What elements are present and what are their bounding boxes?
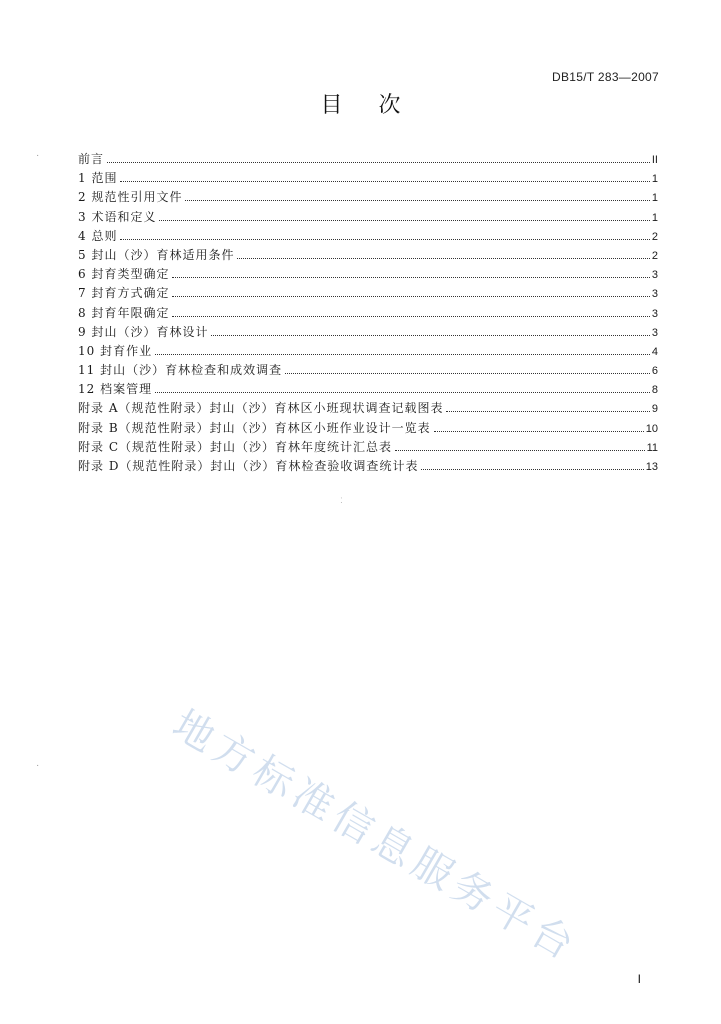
standard-code: DB15/T 283—2007 <box>551 70 659 84</box>
toc-leader <box>172 316 649 317</box>
toc-entry-2[interactable] <box>78 188 658 207</box>
toc-leader <box>395 450 645 451</box>
toc-entry-label: 2 规范性引用文件 <box>78 190 183 205</box>
toc-entry-appendix-d[interactable] <box>78 457 658 476</box>
toc-entry-page: 3 <box>651 307 658 320</box>
toc-leader <box>446 411 649 412</box>
toc-entry-page: 1 <box>651 211 658 224</box>
watermark: 地方标准信息服务平台 <box>164 701 587 972</box>
toc-entry-label: 9 封山（沙）育林设计 <box>78 324 209 339</box>
toc-leader <box>107 162 650 163</box>
toc-entry-12[interactable] <box>78 380 658 399</box>
toc-leader <box>421 469 643 470</box>
toc-entry-6[interactable] <box>78 265 658 284</box>
toc-leader <box>172 277 649 278</box>
toc-entry-5[interactable] <box>78 246 658 265</box>
toc-entry-label: 1 范围 <box>78 171 118 186</box>
toc-entry-page: 3 <box>651 326 658 339</box>
toc-entry-page: 2 <box>651 249 658 262</box>
toc-entry-page: 10 <box>645 422 658 435</box>
toc-leader <box>159 220 649 221</box>
toc-entry-label: 附录 D（规范性附录）封山（沙）育林检查验收调查统计表 <box>78 459 419 473</box>
toc-entry-page: 2 <box>651 230 658 243</box>
toc-leader <box>155 354 650 355</box>
toc-entry-foreword[interactable] <box>78 150 658 169</box>
toc-entry-appendix-a[interactable] <box>78 399 658 418</box>
toc-entry-7[interactable] <box>78 284 658 303</box>
toc-entry-label: 附录 C（规范性附录）封山（沙）育林年度统计汇总表 <box>78 439 392 454</box>
toc-entry-page: 8 <box>651 384 658 397</box>
table-of-contents <box>78 150 658 476</box>
toc-entry-10[interactable] <box>78 342 658 361</box>
page-number: I <box>637 972 641 986</box>
toc-entry-page: 4 <box>651 345 658 358</box>
toc-entry-label: 附录 A（规范性附录）封山（沙）育林区小班现状调查记载图表 <box>78 401 444 416</box>
toc-entry-label: 10 封育作业 <box>78 343 153 358</box>
toc-leader <box>120 181 649 182</box>
toc-entry-label: 3 术语和定义 <box>78 209 157 224</box>
toc-entry-page: 6 <box>651 365 658 378</box>
toc-entry-label: 6 封育类型确定 <box>78 267 170 282</box>
toc-leader <box>120 239 649 240</box>
toc-leader <box>237 258 649 259</box>
toc-entry-page: 13 <box>645 461 658 473</box>
toc-entry-label: 4 总则 <box>78 228 118 243</box>
scan-artifact: ː <box>340 495 343 506</box>
toc-entry-label: 附录 B（规范性附录）封山（沙）育林区小班作业设计一览表 <box>78 420 431 435</box>
toc-entry-label: 12 档案管理 <box>78 382 153 397</box>
toc-entry-4[interactable] <box>78 227 658 246</box>
toc-entry-page: 3 <box>651 288 658 301</box>
toc-entry-label: 8 封育年限确定 <box>78 305 170 320</box>
toc-entry-appendix-c[interactable] <box>78 438 658 457</box>
toc-entry-page: 3 <box>651 269 658 282</box>
toc-leader <box>155 392 650 393</box>
toc-entry-appendix-b[interactable] <box>78 419 658 438</box>
toc-entry-8[interactable] <box>78 304 658 323</box>
toc-leader <box>434 431 644 432</box>
toc-entry-11[interactable] <box>78 361 658 380</box>
toc-entry-page: 11 <box>646 441 658 454</box>
toc-leader <box>211 335 649 336</box>
toc-entry-page: II <box>651 154 658 166</box>
scan-artifact: · <box>36 760 40 771</box>
toc-entry-label: 5 封山（沙）育林适用条件 <box>78 247 235 262</box>
toc-entry-page: 1 <box>651 192 658 205</box>
toc-entry-page: 1 <box>651 173 658 186</box>
toc-entry-label: 7 封育方式确定 <box>78 286 170 301</box>
toc-leader <box>172 296 649 297</box>
toc-entry-label: 前言 <box>78 152 105 166</box>
toc-entry-3[interactable] <box>78 208 658 227</box>
toc-entry-9[interactable] <box>78 323 658 342</box>
toc-leader <box>285 373 650 374</box>
scan-artifact: · <box>36 150 40 161</box>
toc-entry-page: 9 <box>651 403 658 416</box>
page-title: 目次 <box>320 93 437 118</box>
toc-leader <box>185 200 649 201</box>
toc-entry-1[interactable] <box>78 169 658 188</box>
toc-entry-label: 11 封山（沙）育林检查和成效调查 <box>78 363 283 378</box>
